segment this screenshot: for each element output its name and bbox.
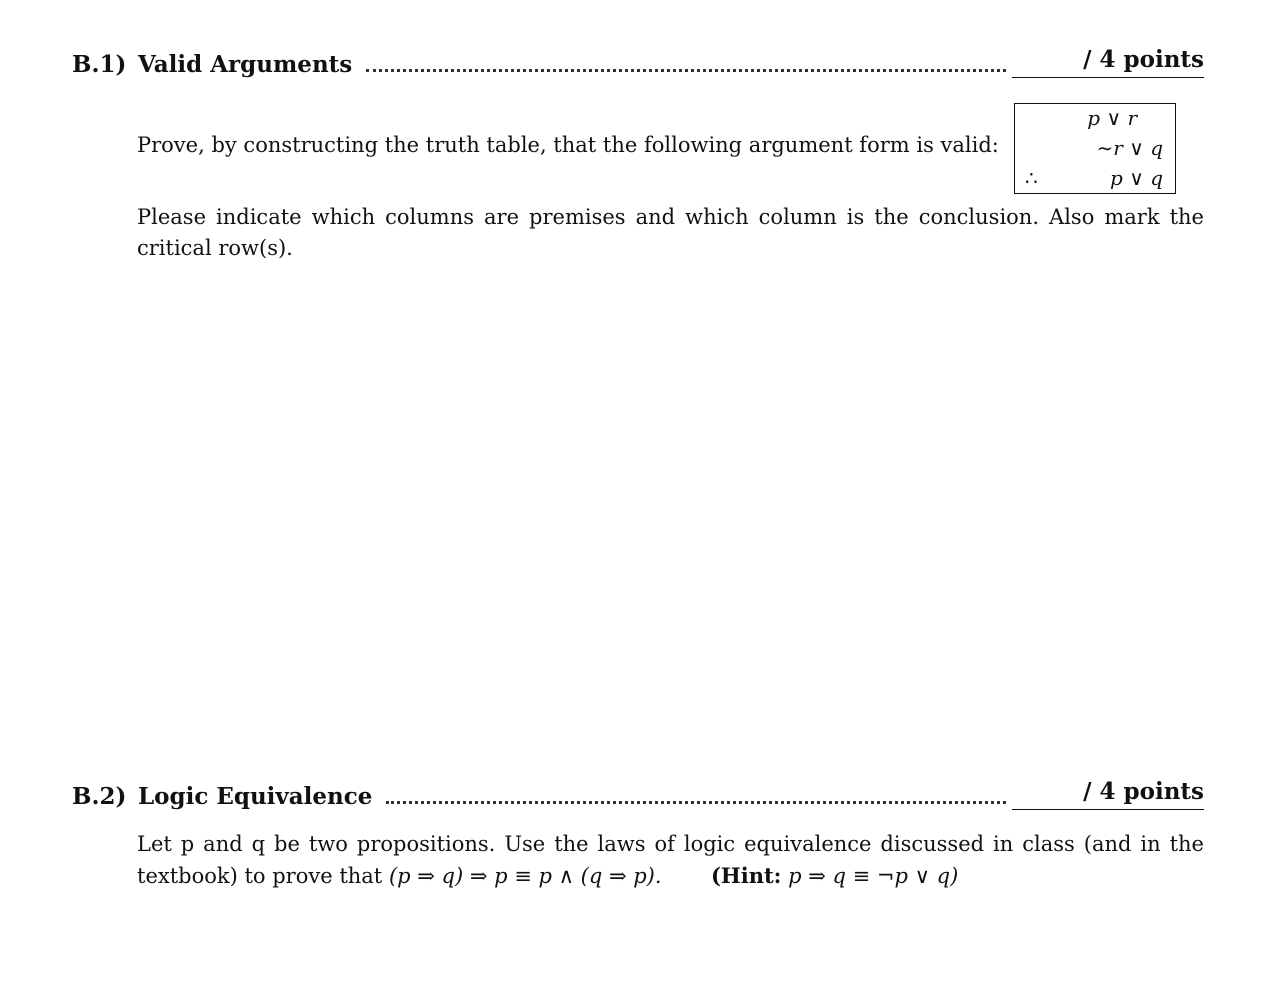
equivalence-statement: (p ⇒ q) ⇒ p ≡ p ∧ (q ⇒ p). bbox=[388, 864, 662, 888]
section-b2-number: B.2) bbox=[72, 783, 127, 810]
section-b1-header bbox=[72, 44, 1204, 78]
line2-prefix: textbook) to prove that bbox=[137, 864, 383, 888]
section-b2-points: / 4 points bbox=[1012, 778, 1204, 810]
section-b2-header bbox=[72, 776, 1204, 810]
leader-dots bbox=[386, 801, 1006, 804]
section-b1-number: B.1) bbox=[72, 51, 127, 78]
argument-form-box bbox=[1014, 103, 1176, 194]
section-b2-line2 bbox=[137, 860, 1204, 892]
hint-label: (Hint: bbox=[710, 863, 782, 888]
section-b1-points: / 4 points bbox=[1012, 46, 1204, 78]
section-b2-title: Logic Equivalence bbox=[138, 783, 373, 810]
premise-2: ∼r ∨ q bbox=[1096, 136, 1163, 160]
section-b1-prompt: Prove, by constructing the truth table, that the following argument form is valid: bbox=[137, 133, 999, 157]
hint-formula: p ⇒ q ≡ ¬p ∨ q) bbox=[788, 864, 959, 888]
therefore-symbol: ∴ bbox=[1025, 166, 1038, 190]
premise-1: p ∨ r bbox=[1087, 106, 1137, 130]
section-b1-title: Valid Arguments bbox=[138, 51, 353, 78]
section-b2-body bbox=[137, 829, 1204, 892]
conclusion: p ∨ q bbox=[1110, 166, 1163, 190]
section-b1-instruction: Please indicate which columns are premises and which column is the conclusion. Also mark the critical row(s). bbox=[137, 205, 1204, 260]
section-b2-line1: Let p and q be two propositions. Use the laws of logic equivalence discussed in class (and in the bbox=[137, 832, 1204, 856]
leader-dots bbox=[366, 69, 1006, 72]
